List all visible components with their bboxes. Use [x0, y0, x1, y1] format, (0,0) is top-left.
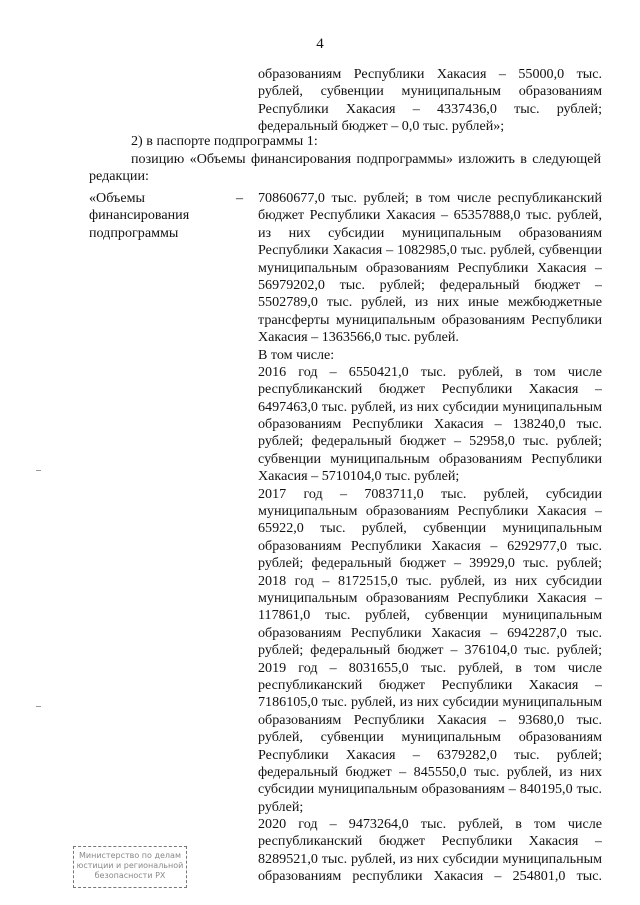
- table-row-value: [258, 190, 602, 886]
- value-line: 2020 год – 9473264,0 тыс. рублей, в том числе: [258, 816, 602, 833]
- value-line: федеральный бюджет – 845550,0 тыс. рублей, из них: [258, 763, 602, 780]
- table-row-label: [89, 190, 229, 242]
- value-line: образованиям Республики Хакасия – 93680,0 тыс.: [258, 711, 602, 728]
- value-line: субсидии муниципальным образованиям – 840195,0 тыс.: [258, 781, 602, 798]
- value-line: Хакасия – 1363566,0 тыс. рублей.: [258, 329, 459, 346]
- value-line: 2018 год – 8172515,0 тыс. рублей, из них субсидии: [258, 572, 602, 589]
- value-line: муниципальным образованиям Республики Хакасия –: [258, 259, 602, 276]
- value-line: республиканский бюджет Республики Хакасия –: [258, 381, 602, 398]
- value-line: 7186105,0 тыс. рублей, из них субсидии муниципальным: [258, 694, 602, 711]
- margin-mark: [36, 706, 41, 707]
- value-line: образованиям республики Хакасия – 254801,0 тыс.: [258, 868, 602, 885]
- stamp-line: юстиции и региональной: [76, 861, 184, 870]
- value-line: рублей; федеральный бюджет – 39929,0 тыс. рублей;: [258, 555, 602, 572]
- value-line: В том числе:: [258, 346, 335, 363]
- value-line: 6497463,0 тыс. рублей, из них субсидии муниципальным: [258, 398, 602, 415]
- value-line: из них субсидии муниципальным образованиям: [258, 224, 602, 241]
- value-line: бюджет Республики Хакасия – 65357888,0 тыс. рублей,: [258, 207, 602, 224]
- value-line: трансферты муниципальным образованиям Республики: [258, 311, 602, 328]
- value-line: рублей, субвенции муниципальным образованиям: [258, 729, 602, 746]
- text-line: образованиям Республики Хакасия – 55000,0 тыс.: [258, 66, 602, 82]
- intro-continuation: [258, 66, 602, 136]
- value-line: Хакасия – 5710104,0 тыс. рублей;: [258, 468, 460, 485]
- value-line: субвенции муниципальным образованиям Республики: [258, 450, 602, 467]
- value-line: республиканский бюджет Республики Хакасия –: [258, 676, 602, 693]
- value-line: 70860677,0 тыс. рублей; в том числе республиканский: [258, 190, 602, 206]
- value-line: 117861,0 тыс. рублей, субвенции муниципальным: [258, 607, 602, 624]
- label-line: подпрограммы: [89, 224, 179, 241]
- value-line: муниципальным образованиям Республики Хакасия –: [258, 589, 602, 606]
- value-line: 2016 год – 6550421,0 тыс. рублей, в том числе: [258, 363, 602, 380]
- label-line: финансирования: [89, 207, 190, 224]
- table-row-dash: –: [236, 190, 244, 206]
- item-2-instruction: позицию «Объемы финансирования подпрограммы» изложить в следующей: [131, 150, 601, 167]
- stamp-line: Министерство по делам: [79, 851, 181, 860]
- value-line: образованиям Республики Хакасия – 138240,0 тыс.: [258, 416, 602, 433]
- item-2-heading: 2) в паспорте подпрограммы 1:: [131, 133, 318, 149]
- text-line: Республики Хакасия – 4337436,0 тыс. рублей;: [258, 100, 602, 117]
- value-line: 2019 год – 8031655,0 тыс. рублей, в том числе: [258, 659, 602, 676]
- value-line: рублей; федеральный бюджет – 52958,0 тыс. рублей;: [258, 433, 602, 450]
- value-line: 5502789,0 тыс. рублей, из них иные межбюджетные: [258, 294, 602, 311]
- stamp-line: безопасности РХ: [94, 871, 166, 880]
- page-number: 4: [316, 36, 324, 52]
- text-line: федеральный бюджет – 0,0 тыс. рублей»;: [258, 118, 505, 135]
- value-line: образованиям Республики Хакасия – 6292977,0 тыс.: [258, 537, 602, 554]
- value-line: рублей;: [258, 798, 304, 815]
- value-line: республиканский бюджет Республики Хакасия –: [258, 833, 602, 850]
- value-line: Республики Хакасия – 1082985,0 тыс. рублей, субвенции: [258, 242, 602, 259]
- value-line: образованиям Республики Хакасия – 6942287,0 тыс.: [258, 624, 602, 641]
- text-line: рублей, субвенции муниципальным образованиям: [258, 83, 602, 100]
- value-line: Республики Хакасия – 6379282,0 тыс. рублей;: [258, 746, 602, 763]
- value-line: 8289521,0 тыс. рублей, из них субсидии муниципальным: [258, 850, 602, 867]
- registration-stamp: [73, 846, 187, 888]
- value-line: 2017 год – 7083711,0 тыс. рублей, субсидии: [258, 485, 602, 502]
- label-line: «Объемы: [89, 190, 145, 206]
- margin-mark: [36, 470, 41, 471]
- value-line: рублей; федеральный бюджет – 376104,0 тыс. рублей;: [258, 642, 602, 659]
- value-line: 56979202,0 тыс. рублей; федеральный бюджет –: [258, 276, 602, 293]
- value-line: 65922,0 тыс. рублей, субвенции муниципальным: [258, 520, 602, 537]
- value-line: муниципальным образованиям Республики Хакасия –: [258, 503, 602, 520]
- item-2-instruction-end: редакции:: [89, 168, 149, 184]
